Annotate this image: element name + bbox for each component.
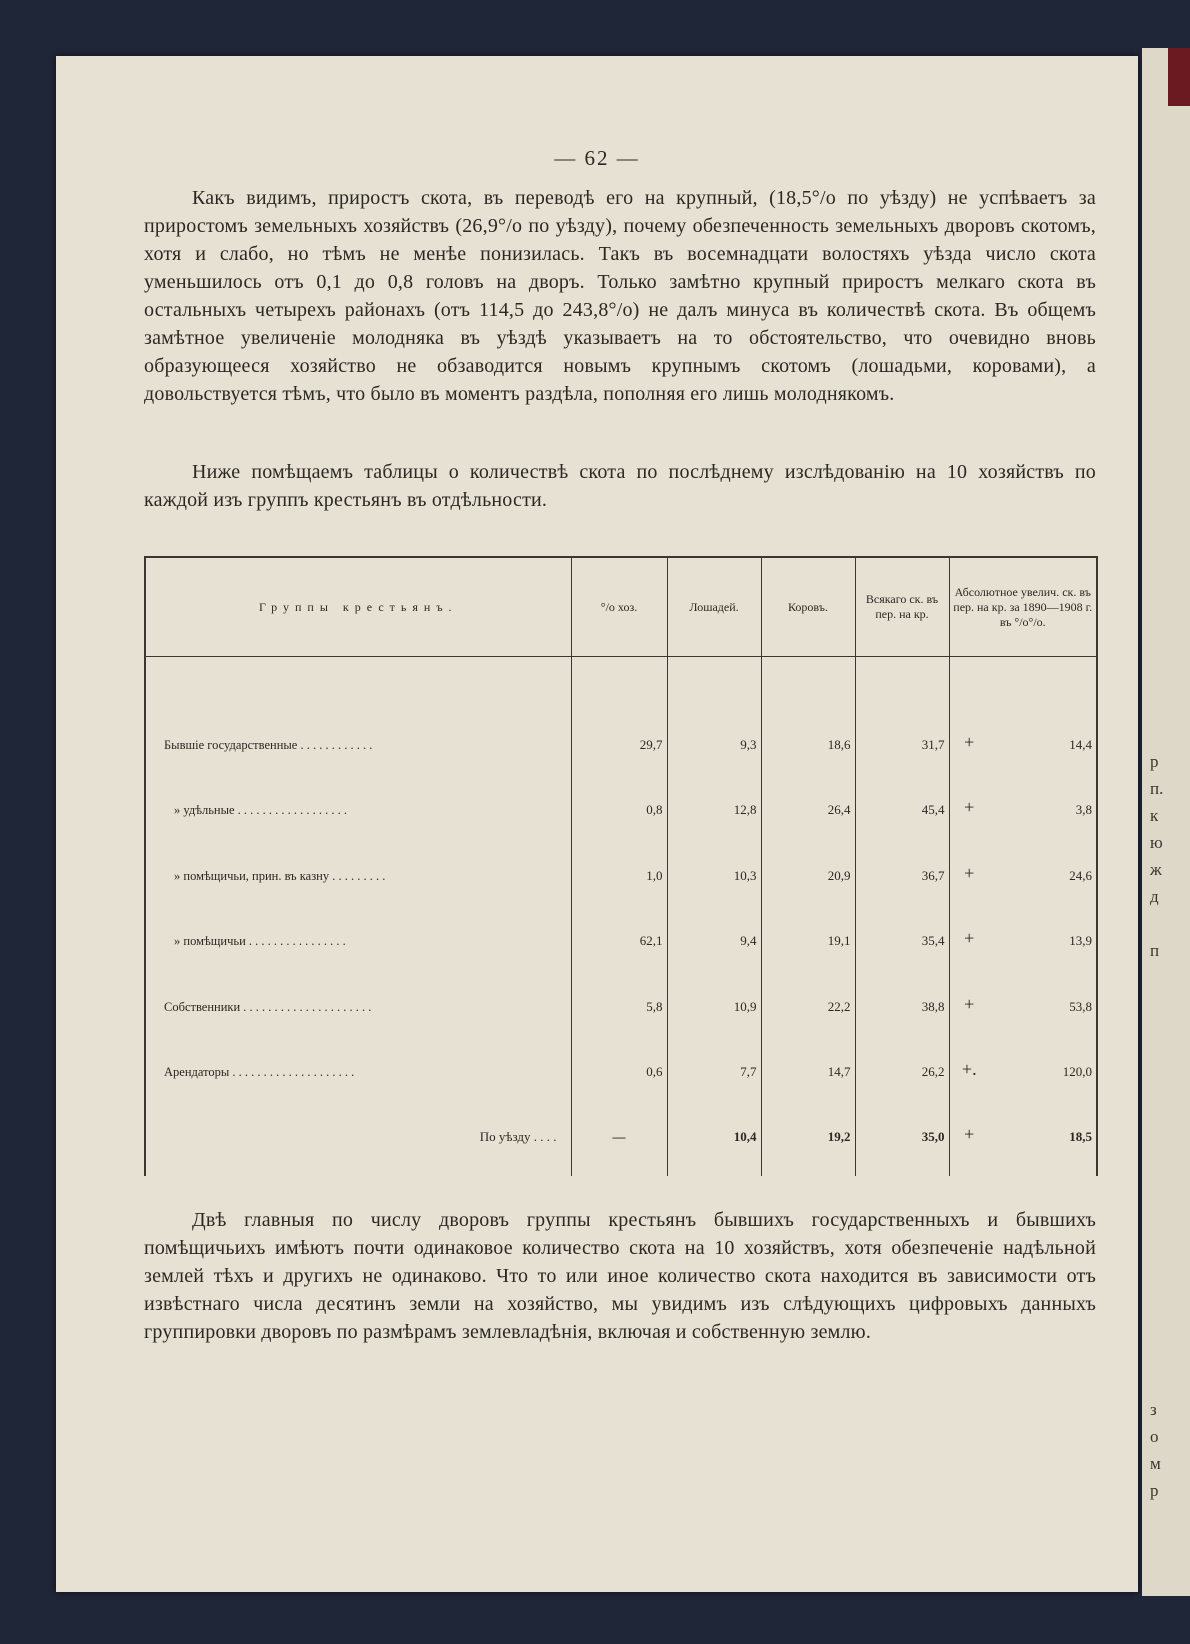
header-absolute-increase: Абсолютное увелич. ск. въ пер. на кр. за 1890—1908 г. въ °/о°/о. (949, 557, 1097, 657)
adjacent-page-letter: о (1150, 1427, 1159, 1446)
row-abs: 14,4 (989, 688, 1097, 753)
row-abs: 53,8 (989, 949, 1097, 1014)
row-cows: 18,6 (761, 688, 855, 753)
row-horses: 10,9 (667, 949, 761, 1014)
adjacent-page-letter (1150, 1288, 1190, 1315)
adjacent-page-letter (1150, 1315, 1190, 1342)
row-sign: + (949, 949, 989, 1014)
adjacent-page-letter: ж (1150, 860, 1162, 879)
header-cows: Коровъ. (761, 557, 855, 657)
adjacent-page-letter (1150, 1180, 1190, 1207)
row-group-name: Собственники . . . . . . . . . . . . . . . . . . . . . (145, 949, 571, 1014)
row-cows: 20,9 (761, 818, 855, 883)
table-row (145, 1015, 1097, 1080)
row-all: 36,7 (855, 818, 949, 883)
table-row (145, 753, 1097, 818)
adjacent-page-letter: ю (1150, 833, 1163, 852)
table-row (145, 688, 1097, 753)
adjacent-page-letter (1150, 991, 1190, 1018)
row-group-name: Бывшіе государственные . . . . . . . . . . . . (145, 688, 571, 753)
adjacent-page-letter (1150, 1234, 1190, 1261)
header-all-livestock: Всякаго ск. въ пер. на кр. (855, 557, 949, 657)
adjacent-page-letter: р (1150, 1481, 1159, 1500)
adjacent-page-edge (1142, 48, 1190, 1596)
row-pct: 29,7 (571, 688, 667, 753)
row-cows: 14,7 (761, 1015, 855, 1080)
document-page (56, 56, 1138, 1592)
adjacent-page-letter (1150, 1018, 1190, 1045)
red-binding-strip (1168, 48, 1190, 106)
table-total-row (145, 1080, 1097, 1145)
adjacent-page-letter (1150, 1072, 1190, 1099)
adjacent-page-letter (1150, 1126, 1190, 1153)
row-pct: 0,8 (571, 753, 667, 818)
total-label: По уѣзду . . . . (145, 1080, 571, 1145)
row-group-name: Арендаторы . . . . . . . . . . . . . . . . . . . . (145, 1015, 571, 1080)
row-cows: 26,4 (761, 753, 855, 818)
total-sign: + (949, 1080, 989, 1145)
row-sign: +. (949, 1015, 989, 1080)
row-abs: 3,8 (989, 753, 1097, 818)
row-abs: 13,9 (989, 884, 1097, 949)
row-abs: 120,0 (989, 1015, 1097, 1080)
row-pct: 1,0 (571, 818, 667, 883)
row-sign: + (949, 818, 989, 883)
row-horses: 7,7 (667, 1015, 761, 1080)
adjacent-page-letter (1150, 1207, 1190, 1234)
row-cows: 19,1 (761, 884, 855, 949)
adjacent-page-letter (1150, 910, 1190, 937)
header-groups: Группы крестьянъ. (145, 557, 571, 657)
adjacent-page-letter: к (1150, 806, 1159, 825)
page-number: — 62 — (554, 146, 640, 170)
row-all: 26,2 (855, 1015, 949, 1080)
row-horses: 10,3 (667, 818, 761, 883)
row-group-name: » помѣщичьи . . . . . . . . . . . . . . . . (145, 884, 571, 949)
adjacent-page-letter (1150, 1045, 1190, 1072)
adjacent-page-letter: р (1150, 752, 1159, 771)
row-horses: 9,3 (667, 688, 761, 753)
header-percent-households: °/о хоз. (571, 557, 667, 657)
total-cows: 19,2 (761, 1080, 855, 1145)
row-abs: 24,6 (989, 818, 1097, 883)
row-group-name: » удѣльные . . . . . . . . . . . . . . . . . . (145, 753, 571, 818)
row-pct: 62,1 (571, 884, 667, 949)
row-pct: 0,6 (571, 1015, 667, 1080)
row-group-name: » помѣщичьи, прин. въ казну . . . . . . . . . (145, 818, 571, 883)
row-sign: + (949, 753, 989, 818)
total-abs: 18,5 (989, 1080, 1097, 1145)
row-all: 45,4 (855, 753, 949, 818)
row-sign: + (949, 688, 989, 753)
adjacent-page-letter: з (1150, 1400, 1157, 1419)
adjacent-page-letter: п. (1150, 779, 1164, 798)
adjacent-page-letter: п (1150, 941, 1160, 960)
table-row (145, 884, 1097, 949)
row-all: 38,8 (855, 949, 949, 1014)
adjacent-page-text (1150, 748, 1190, 1504)
adjacent-page-letter (1150, 1153, 1190, 1180)
header-horses: Лошадей. (667, 557, 761, 657)
paragraph-livestock-growth: Какъ видимъ, приростъ скота, въ переводѣ его на крупный, (18,5°/о по уѣзду) не успѣваетъ за приростомъ земельныхъ хозяйствъ (26,9°/о по уѣзду), почему обезпеченность земельныхъ дворовъ скотомъ, хотя и слабо, но тѣмъ не менѣе понизилась. Такъ въ восемнадцати волостяхъ уѣзда число скота уменьшилось отъ 0,1 до 0,8 головъ на дворъ. Только замѣтно крупный приростъ мелкаго скота въ остальныхъ четырехъ районахъ (отъ 114,5 до 243,8°/о) не далъ минуса въ количествѣ скота. Въ общемъ замѣтное увеличеніе молодняка въ уѣздѣ указываетъ на то обстоятельство, что очевидно вновь образующееся хозяйство не обзаводится новымъ крупнымъ скотомъ (лошадьми, коровами), а довольствуется тѣмъ, что было въ моментъ раздѣла, пополняя его лишь молоднякомъ. (144, 187, 1096, 405)
table-row (145, 818, 1097, 883)
row-sign: + (949, 884, 989, 949)
adjacent-page-letter (1150, 1369, 1190, 1396)
adjacent-page-letter: д (1150, 887, 1159, 906)
adjacent-page-letter (1150, 1099, 1190, 1126)
paragraph-main-groups: Двѣ главныя по числу дворовъ группы крестьянъ бывшихъ государственныхъ и бывшихъ помѣщичьихъ имѣютъ почти одинаковое количество скота на 10 хозяйствъ, хотя обезпеченіе надѣльной землей тѣхъ и другихъ не одинаково. Что то или иное количество скота находится въ зависимости отъ извѣстнаго числа десятинъ земли на хозяйство, мы увидимъ изъ слѣдующихъ цифровыхъ данныхъ группировки дворовъ по размѣрамъ землевладѣнія, включая и собственную землю. (144, 1209, 1096, 1343)
total-horses: 10,4 (667, 1080, 761, 1145)
adjacent-page-letter (1150, 964, 1190, 991)
row-all: 31,7 (855, 688, 949, 753)
row-pct: 5,8 (571, 949, 667, 1014)
row-horses: 12,8 (667, 753, 761, 818)
table-row (145, 949, 1097, 1014)
row-horses: 9,4 (667, 884, 761, 949)
row-all: 35,4 (855, 884, 949, 949)
adjacent-page-letter: м (1150, 1454, 1161, 1473)
total-pct: — (571, 1080, 667, 1145)
total-all: 35,0 (855, 1080, 949, 1145)
adjacent-page-letter (1150, 1342, 1190, 1369)
paragraph-table-intro: Ниже помѣщаемъ таблицы о количествѣ скота по послѣднему изслѣдованію на 10 хозяйствъ по каждой изъ группъ крестьянъ въ отдѣльности. (144, 461, 1096, 511)
livestock-table (144, 556, 1096, 1176)
row-cows: 22,2 (761, 949, 855, 1014)
adjacent-page-letter (1150, 1261, 1190, 1288)
